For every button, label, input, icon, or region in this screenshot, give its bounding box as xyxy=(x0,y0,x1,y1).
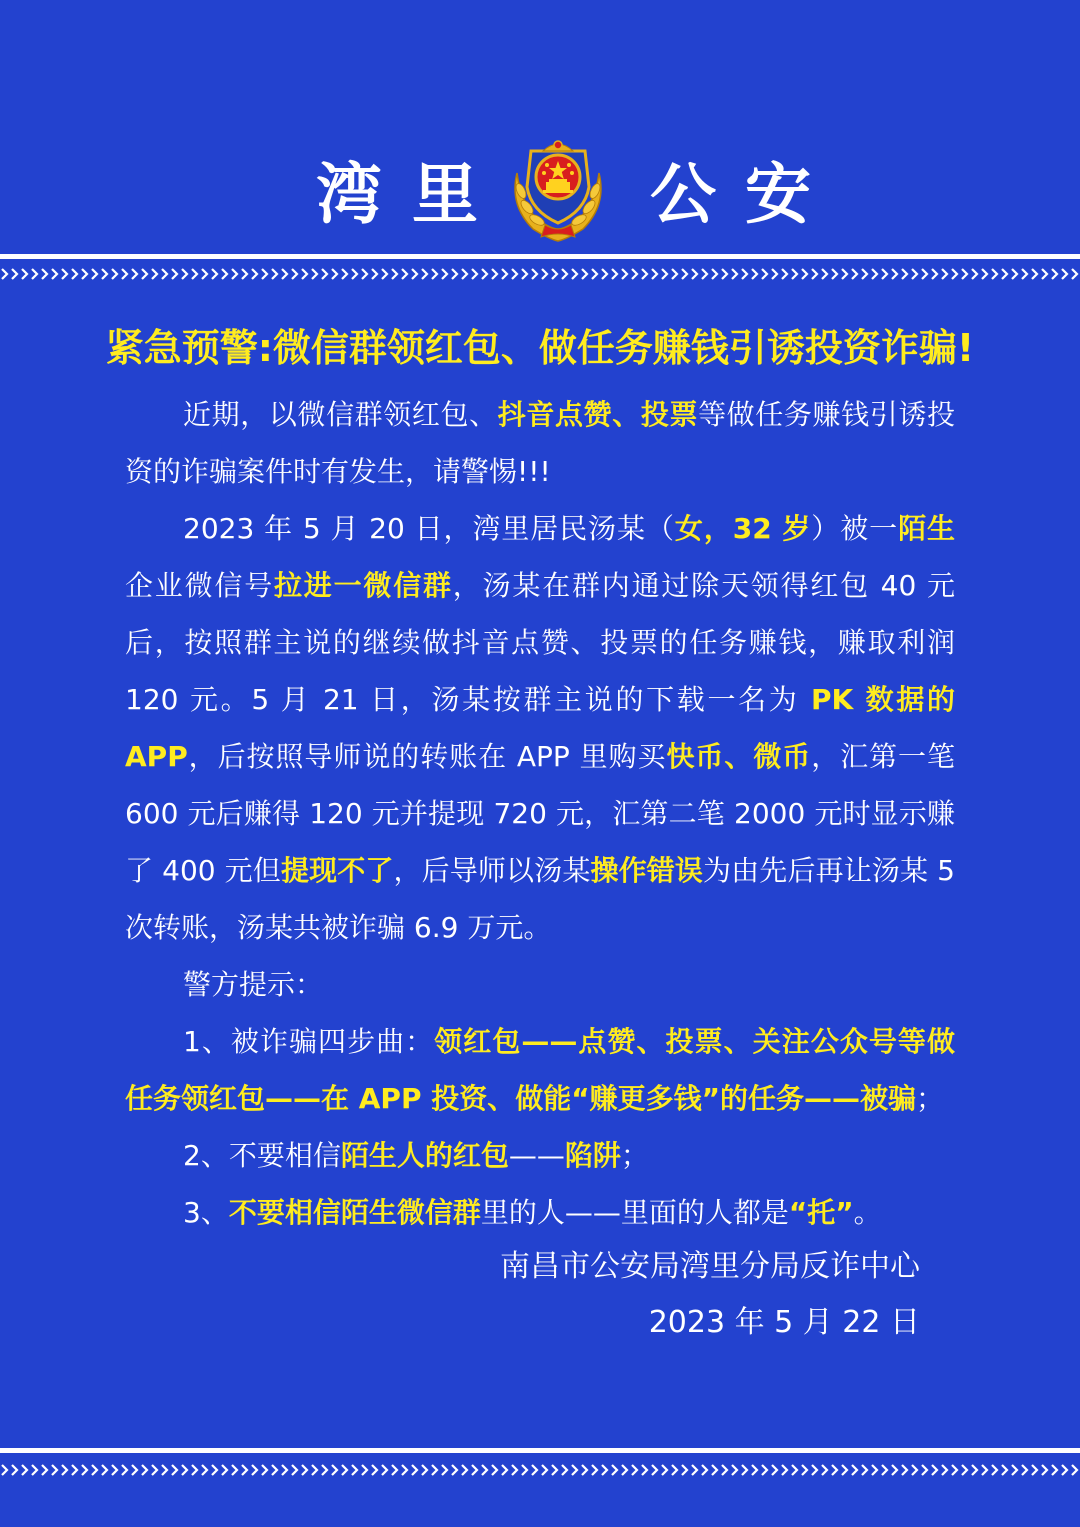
tip-2 xyxy=(125,1127,955,1184)
police-emblem-icon xyxy=(505,133,611,243)
highlight-segment: 不要相信陌生微信群 xyxy=(228,1196,481,1229)
text-segment: 。 xyxy=(853,1196,882,1229)
text-segment: ，后按照导师说的转账在 APP 里购买 xyxy=(187,740,667,773)
header-char-1: 湾 xyxy=(316,156,382,233)
tip-1 xyxy=(125,1013,955,1127)
highlight-segment: PK 数据的 APP xyxy=(125,683,955,773)
paragraph-intro xyxy=(125,386,955,500)
text-segment: ，汇第一笔 600 元后赚得 120 元并提现 720 元，汇第二笔 2000 元时显示赚了 400 元但 xyxy=(125,740,955,887)
text-segment: 近期，以微信群领红包、 xyxy=(183,398,498,431)
text-segment: 2、不要相信 xyxy=(183,1139,341,1172)
text-segment: 2023 年 5 月 20 日，湾里居民汤某（ xyxy=(183,512,675,545)
highlight-segment: 拉进一微信群 xyxy=(274,569,453,602)
highlight-segment: 陌生人的红包 xyxy=(340,1139,509,1172)
tip-3 xyxy=(125,1184,955,1241)
text-segment: 企业微信号 xyxy=(125,569,274,602)
tips-heading: 警方提示： xyxy=(183,968,324,1001)
paragraph-case xyxy=(125,500,955,956)
text-segment: 里的人——里面的人都是 xyxy=(480,1196,789,1229)
text-segment: 1、被诈骗四步曲： xyxy=(183,1025,435,1058)
highlight-segment: 领红包——点赞、投票、关注公众号等做任务领红包——在 APP 投资、做能“赚更多钱”的任务——被骗 xyxy=(125,1025,955,1115)
highlight-segment: 陌生 xyxy=(898,512,955,545)
text-segment: ； xyxy=(916,1082,945,1115)
bottom-chevron-border xyxy=(0,1462,1080,1478)
highlight-segment: 女，32 岁 xyxy=(674,512,812,545)
signature-org: 南昌市公安局湾里分局反诈中心 xyxy=(500,1249,920,1284)
header-char-4: 安 xyxy=(745,156,811,233)
top-chevron-border xyxy=(0,266,1080,282)
text-segment: ）被一 xyxy=(811,512,899,545)
highlight-segment: 快币、微币 xyxy=(666,740,812,773)
article-body xyxy=(125,386,955,1241)
header-char-2: 里 xyxy=(412,156,478,233)
top-divider-line xyxy=(0,254,1080,259)
text-segment: —— xyxy=(508,1139,565,1172)
highlight-segment: “托” xyxy=(788,1196,854,1229)
text-segment: ，汤某在群内通过除天领得红包 40 元后，按照群主说的继续做抖音点赞、投票的任务赚钱，赚取利润 120 元。5 月 21 日，汤某按群主说的下载一名为 xyxy=(125,569,955,716)
text-segment: 等做任务赚钱引诱投资的诈骗案件时有发生，请警惕!!! xyxy=(125,398,955,488)
text-segment: 为由先后再让汤某 5 次转账，汤某共被诈骗 6.9 万元。 xyxy=(125,854,955,944)
page-title: 紧急预警:微信群领红包、做任务赚钱引诱投资诈骗! xyxy=(105,326,975,370)
text-segment: ； xyxy=(620,1139,649,1172)
text-segment: 3、 xyxy=(183,1196,229,1229)
highlight-segment: 提现不了 xyxy=(280,854,394,887)
signature-date: 2023 年 5 月 22 日 xyxy=(648,1305,920,1340)
header-char-3: 公 xyxy=(650,156,716,233)
highlight-segment: 抖音点赞、投票 xyxy=(497,398,699,431)
highlight-segment: 陷阱 xyxy=(564,1139,621,1172)
highlight-segment: 操作错误 xyxy=(590,854,704,887)
bottom-divider-line xyxy=(0,1448,1080,1453)
text-segment: ，后导师以汤某 xyxy=(393,854,591,887)
